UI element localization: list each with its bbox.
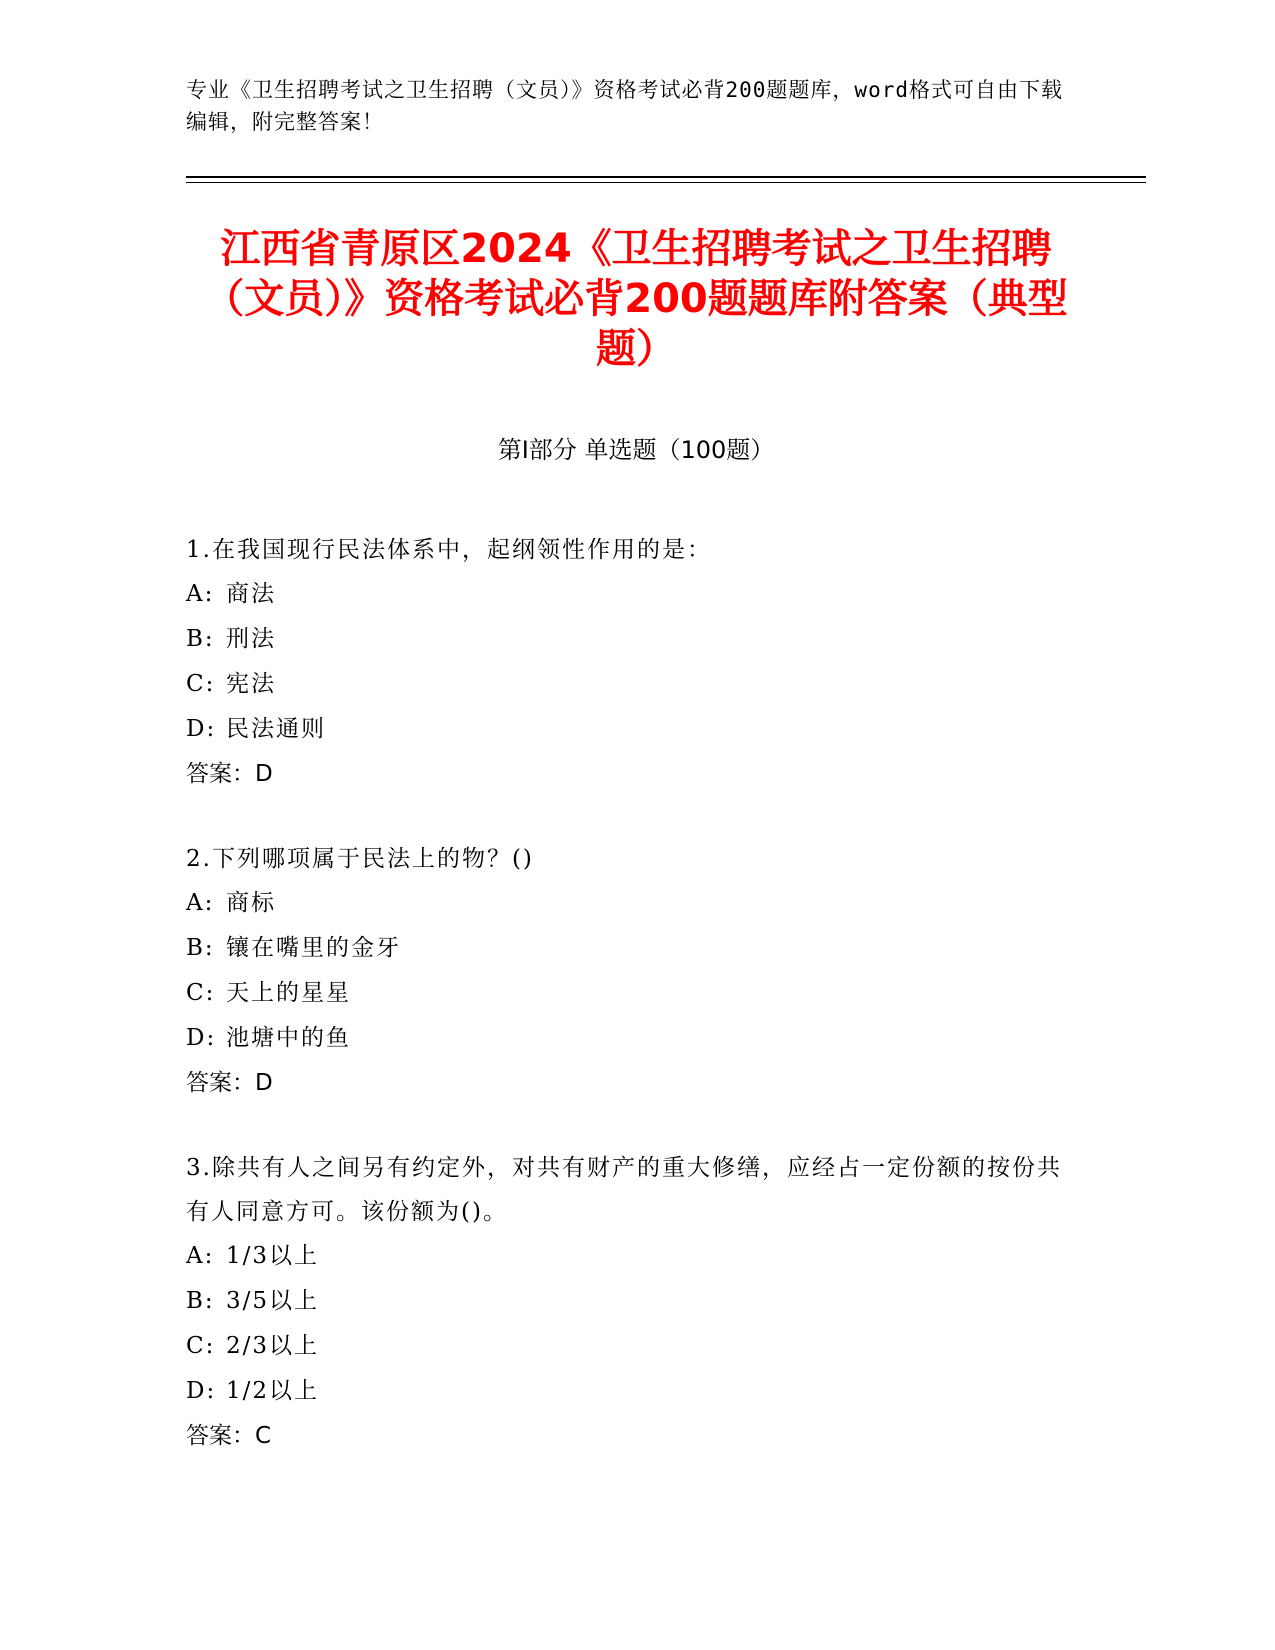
option-b [186, 926, 1086, 971]
option-key: D: [186, 716, 217, 742]
question-stem: 1.在我国现行民法体系中，起纲领性作用的是： [186, 537, 712, 563]
option-text: 2/3以上 [226, 1333, 320, 1359]
option-text: 商标 [226, 890, 276, 916]
option-key: B: [186, 1288, 215, 1314]
option-text: 商法 [226, 581, 276, 607]
option-text: 1/3以上 [226, 1243, 320, 1269]
question-list [186, 528, 1086, 1499]
answer: 答案：C [186, 1423, 272, 1449]
option-key: C: [186, 980, 216, 1006]
option-c [186, 971, 1086, 1016]
option-c [186, 662, 1086, 707]
option-a [186, 1234, 1086, 1279]
option-d [186, 1016, 1086, 1061]
question-1 [186, 528, 1086, 797]
option-text: 天上的星星 [226, 980, 351, 1006]
option-text: 刑法 [226, 626, 276, 652]
option-text: 宪法 [226, 671, 276, 697]
option-text: 池塘中的鱼 [226, 1025, 351, 1051]
option-text: 民法通则 [226, 716, 326, 742]
option-key: A: [186, 890, 215, 916]
option-a [186, 881, 1086, 926]
answer: 答案：D [186, 1070, 273, 1096]
question-stem: 3.除共有人之间另有约定外，对共有财产的重大修缮，应经占一定份额的按份共有人同意方可。该份额为()。 [186, 1155, 1062, 1225]
option-key: D: [186, 1378, 217, 1404]
section-title: 第I部分 单选题（100题） [497, 436, 775, 464]
question-2 [186, 837, 1086, 1106]
option-c [186, 1324, 1086, 1369]
header-divider-thick [186, 176, 1146, 178]
question-stem: 2.下列哪项属于民法上的物？() [186, 846, 534, 872]
option-a [186, 572, 1086, 617]
answer: 答案：D [186, 761, 273, 787]
option-key: B: [186, 935, 215, 961]
header-note: 专业《卫生招聘考试之卫生招聘（文员）》资格考试必背200题题库，word格式可自由下载编辑，附完整答案！ [186, 78, 1063, 134]
option-b [186, 617, 1086, 662]
option-text: 1/2以上 [226, 1378, 320, 1404]
option-text: 3/5以上 [226, 1288, 320, 1314]
question-3 [186, 1146, 1086, 1459]
option-b [186, 1279, 1086, 1324]
option-key: C: [186, 1333, 216, 1359]
option-d [186, 1369, 1086, 1414]
document-title: 江西省青原区2024《卫生招聘考试之卫生招聘（文员）》资格考试必背200题题库附答案（典型题） [204, 226, 1068, 372]
option-d [186, 707, 1086, 752]
option-key: B: [186, 626, 215, 652]
option-key: D: [186, 1025, 217, 1051]
option-key: C: [186, 671, 216, 697]
option-key: A: [186, 581, 215, 607]
option-key: A: [186, 1243, 215, 1269]
header-divider-thin [186, 182, 1146, 183]
option-text: 镶在嘴里的金牙 [226, 935, 401, 961]
